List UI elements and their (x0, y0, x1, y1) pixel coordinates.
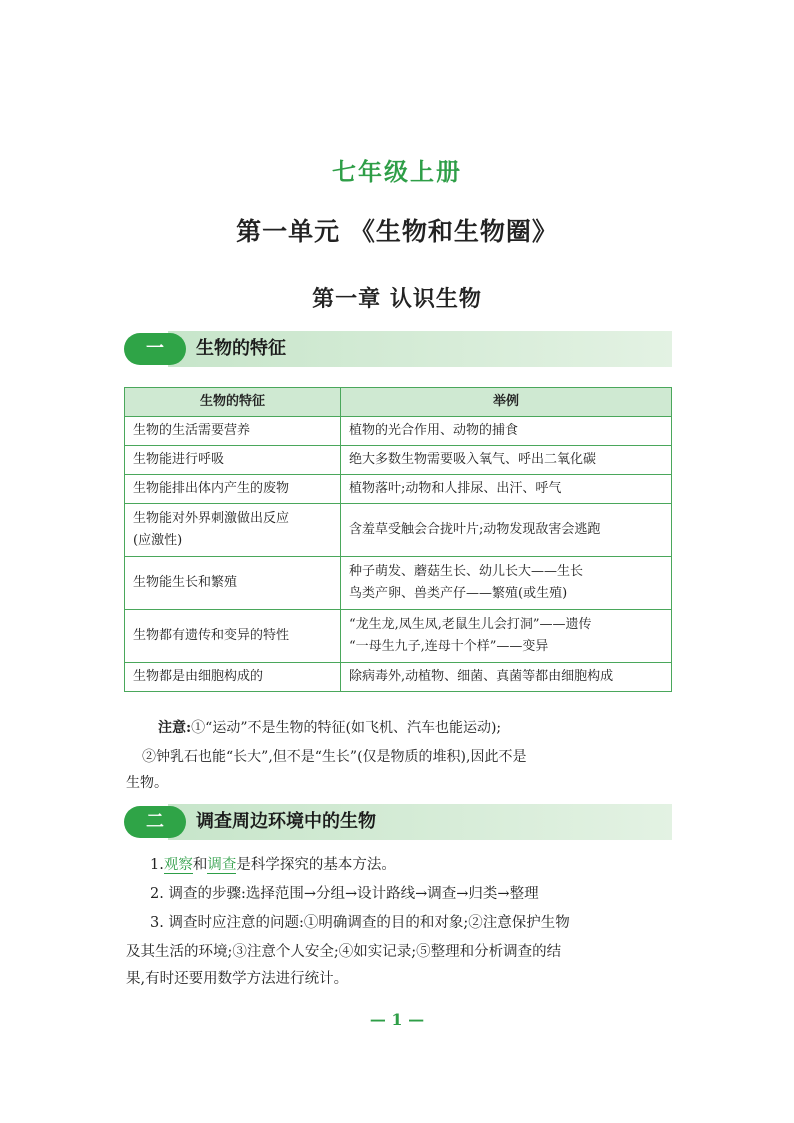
table-row (125, 446, 672, 475)
example-text: 绝大多数生物需要吸入氧气、呼出二氧化碳 (349, 452, 597, 467)
feature-text: 生物都是由细胞构成的 (133, 669, 264, 684)
features-table (124, 387, 672, 692)
feature-cell (125, 610, 341, 663)
feature-cell (125, 417, 341, 446)
keyword-observe: 观察 (163, 857, 193, 873)
feature-text: 生物都有遗传和变异的特性 (133, 628, 290, 643)
section-header-1 (124, 331, 672, 367)
feature-text: 生物的生活需要营养 (133, 423, 251, 438)
table-row (125, 417, 672, 446)
note-label: 注意: (158, 720, 192, 736)
example-cell (341, 417, 672, 446)
table-row (125, 475, 672, 504)
feature-cell (125, 557, 341, 610)
table-row (125, 610, 672, 663)
section-number-badge: 二 (124, 806, 186, 838)
table-row (125, 504, 672, 557)
section-header-2 (124, 804, 672, 840)
feature-cell (125, 663, 341, 692)
example-text: “龙生龙,凤生凤,老鼠生儿会打洞”——遗传 (349, 617, 592, 632)
chapter-title: 第一章 认识生物 (312, 286, 482, 312)
feature-text: 生物能排出体内产生的废物 (133, 481, 290, 496)
example-text: 种子萌发、蘑菇生长、幼儿长大——生长 (349, 564, 584, 579)
feature-text: 生物能对外界刺激做出反应 (133, 511, 290, 526)
unit-title: 第一单元 《生物和生物圈》 (236, 217, 558, 246)
example-cell (341, 504, 672, 557)
paragraph-2: 2. 调查的步骤:选择范围→分组→设计路线→调查→归类→整理 (150, 886, 539, 902)
example-text: “一母生九子,连母十个样”——变异 (349, 639, 549, 654)
section-number-badge: 一 (124, 333, 186, 365)
p1-and: 和 (192, 857, 208, 873)
example-text: 含羞草受触会合拢叶片;动物发现敌害会逃跑 (349, 522, 601, 537)
example-text: 植物的光合作用、动物的捕食 (349, 423, 519, 438)
feature-cell (125, 446, 341, 475)
feature-text: 生物能进行呼吸 (133, 452, 225, 467)
example-cell (341, 557, 672, 610)
feature-cell (125, 504, 341, 557)
table-header-row (125, 388, 672, 417)
section-title: 调查周边环境中的生物 (196, 811, 376, 832)
note-text-1: ①“运动”不是生物的特征(如飞机、汽车也能运动); (191, 720, 502, 736)
note-text-2b: 生物。 (126, 775, 168, 791)
example-text: 鸟类产卵、兽类产仔——繁殖(或生殖) (349, 586, 568, 601)
example-cell (341, 610, 672, 663)
grade-title: 七年级上册 (332, 158, 462, 186)
example-text: 植物落叶;动物和人排尿、出汗、呼气 (349, 481, 562, 496)
note-text-2a: ②钟乳石也能“长大”,但不是“生长”(仅是物质的堆积),因此不是 (142, 749, 527, 765)
page-number: — 1 — (369, 1010, 425, 1029)
paragraph-3b: 及其生活的环境;③注意个人安全;④如实记录;⑤整理和分析调查的结 (126, 944, 562, 960)
note-line-1 (126, 716, 672, 740)
feature-cell (125, 475, 341, 504)
paragraph-3a: 3. 调查时应注意的问题:①明确调查的目的和对象;②注意保护生物 (150, 915, 570, 931)
paragraph-3c: 果,有时还要用数学方法进行统计。 (126, 971, 349, 987)
example-cell (341, 446, 672, 475)
p1-rest: 是科学探究的基本方法。 (236, 857, 396, 873)
feature-text: 生物能生长和繁殖 (133, 575, 238, 590)
table-row (125, 557, 672, 610)
table-header-example: 举例 (341, 388, 672, 417)
keyword-survey: 调查 (207, 857, 237, 873)
paragraph-1 (126, 852, 672, 878)
example-cell (341, 475, 672, 504)
table-row (125, 663, 672, 692)
example-text: 除病毒外,动植物、细菌、真菌等都由细胞构成 (349, 669, 614, 684)
p1-prefix: 1. (150, 857, 164, 873)
example-cell (341, 663, 672, 692)
section-title: 生物的特征 (196, 338, 286, 359)
table-header-feature: 生物的特征 (125, 388, 341, 417)
feature-text: (应激性) (133, 533, 183, 548)
